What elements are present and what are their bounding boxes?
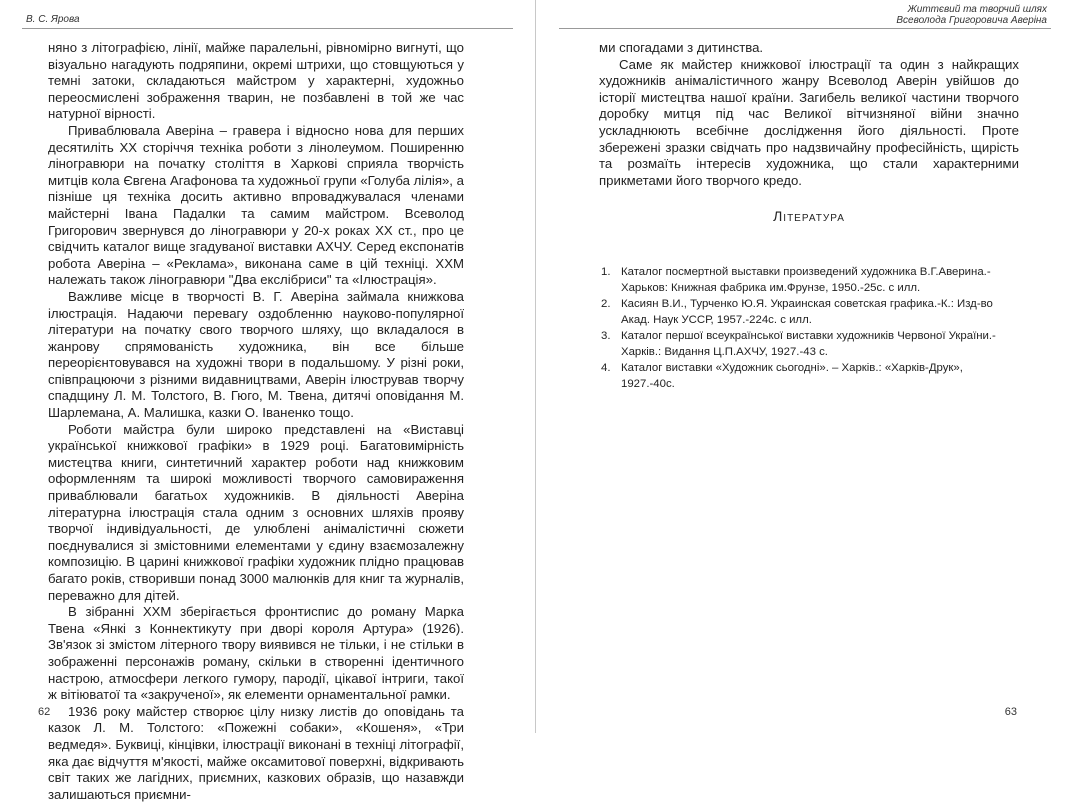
reference-text: Каталог виставки «Художник сьогодні». – Харків.: «Харків-Друк», 1927.-40с.: [621, 362, 963, 390]
paragraph: ми спогадами з дитинства.: [599, 40, 764, 55]
reference-item: [599, 329, 1019, 360]
running-header-title: [559, 4, 1051, 29]
reference-text: Каталог посмертной выставки произведений художника В.Г.Аверина.-Харьков: Книжная фабрика им.Фрунзе, 1950.-25с. с илл.: [621, 266, 991, 294]
paragraph: Приваблювала Аверіна – гравера і відносно нова для перших десятиліть XX сторіччя техніка роботи з лінолеумом. Поширенню ліногравюри на початку століття в Харкові сприяла творчість митців кола Євгена Агафонова та художньої групи «Голуба лілія», а пізніше ця техніка досить активно впроваджувалася членами майстерні Івана Падалки та самим майстром. Всеволод Григорович звернувся до ліногравюри у 20-х роках XX ст., про це свідчить каталог вище згадуваної виставки АХЧУ. Серед експонатів робота Аверіна – «Реклама», виконана саме в цій техніці. ХХМ належать також ліногравюри "Два екслібриси" та «Ілюстрація».: [48, 122, 464, 288]
reference-number: 4.: [601, 362, 611, 374]
paragraph: няно з літографією, лінії, майже паралельні, рівномірно вигнуті, що візуально нагадують подряпини, окремі штрихи, що стовщуються у темні затоки, складаються майстром у характерні, художньо переосмислені зображення тварин, не позбавлені в той же час натурної вірності.: [48, 40, 464, 122]
right-page: [537, 0, 1073, 733]
paragraph: 1936 року майстер створює цілу низку листів до оповідань та казок Л. М. Толстого: «Пожежні собаки», «Кошеня», «Три ведмедя». Буквиці, кінцівки, ілюстрації виконані в техніці літографії, яка дає відчуття м'якості, майже оксамитової поверхні, відкривають світ таких же лагідних, приємних, казкових образів, що назавжди залишаються приємни-: [48, 703, 464, 802]
right-body-text: [599, 40, 1019, 189]
header-title-line: Життєвий та творчий шлях: [907, 4, 1047, 15]
running-header-author: [22, 8, 513, 29]
reference-number: 3.: [601, 330, 611, 342]
reference-number: 2.: [601, 298, 611, 310]
paragraph: Саме як майстер книжкової ілюстрації та один з найкращих художників анімалістичного жанру Всеволод Аверін увійшов до історії мистецтва нашої країни. Загибель великої частини творчого доробку митця під час Великої вітчизняної війни значно ускладнюють всебічне дослідження його діяльності. Проте збережені зразки свідчать про надзвичайну професійність, щирість та розмаїть інтересів художника, що стали характерними прикметами його творчого кредо.: [599, 56, 1019, 188]
reference-item: [599, 265, 1019, 296]
reference-text: Каталог першої всеукраїнської виставки художників Червоної України.-Харків.: Видання Ц.П.АХЧУ, 1927.-43 с.: [621, 330, 996, 358]
left-body-text: [48, 40, 464, 803]
section-title-literature: Література: [773, 208, 845, 224]
page-number: 62: [38, 706, 51, 718]
reference-number: 1.: [601, 266, 611, 278]
reference-text: Касиян В.И., Турченко Ю.Я. Украинская советская графика.-К.: Изд-во Акад. Наук УССР, 1957.-224с. с илл.: [621, 298, 993, 326]
references-list: [599, 265, 1019, 393]
page-number: 63: [1004, 706, 1017, 718]
reference-item: [599, 361, 1019, 392]
reference-item: [599, 297, 1019, 328]
paragraph: В зібранні ХХМ зберігається фронтиспис до роману Марка Твена «Янкі з Коннектикуту при дворі короля Артура» (1926). Зв'язок зі змістом літерного твору виявився не тільки, і не стільки в зображенні персонажів роману, скільки в створенні ідентичного настрою, атмосфери легкого гумору, пародії, цікавої інтриги, такої ж вітіюватої та «закрученої», як елементи орнаментальної рамки.: [48, 604, 464, 703]
header-author-text: В. С. Ярова: [26, 14, 80, 25]
paragraph: Роботи майстра були широко представлені на «Виставці української книжкової графіки» в 1929 році. Багатовимірність мистецтва книги, синтетичний характер роботи над книжковим оформленням та широкі можливості творчого самовираження приваблювали багатьох художників. В діяльності Аверіна літературна ілюстрація стала одним з основних шляхів прояву творчої індивідуальності, де улюблені анімалістичні сюжети поєднувалися зі змістовними елементами у єдину взаємозалежну композицію. В царині книжкової графіки художник плідно працював багато років, створивши понад 3000 малюнків для книг та журналів, переважно для дітей.: [48, 421, 464, 603]
header-title-line: Всеволода Григоровича Аверіна: [896, 15, 1047, 26]
paragraph: Важливе місце в творчості В. Г. Аверіна займала книжкова ілюстрація. Надаючи перевагу оздобленню науково-популярної літератури на початку свого творчого шляху, що вкладалося в жанрову спрямованість художника, він все більше переорієнтовувався на художні твори в подальшому. У різні роки, співпрацюючи з різними видавництвами, Аверін ілюстрував творчу спадщину Л. М. Толстого, В. Гюго, М. Твена, дитячі оповідання М. Шарлемана, А. Малишка, казки О. Іваненко тощо.: [48, 288, 464, 421]
left-page: [0, 0, 536, 802]
